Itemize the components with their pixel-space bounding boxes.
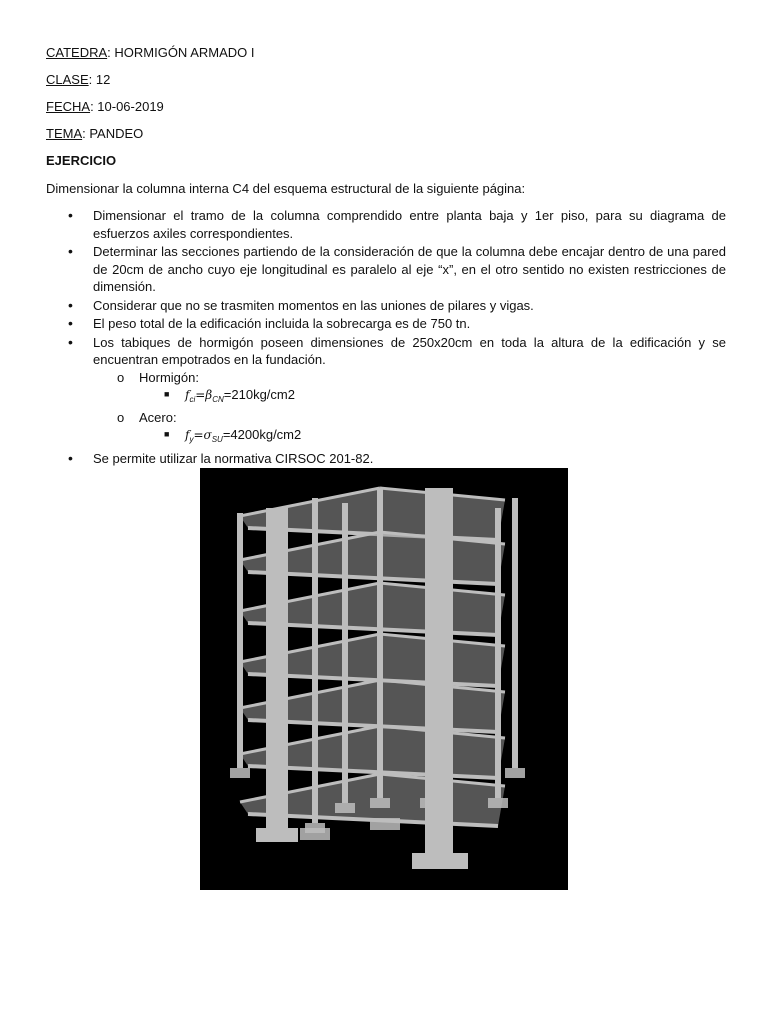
hormigon-subitem: [93, 369, 726, 387]
list-item-text: El peso total de la edificación incluida la sobrecarga es de 750 tn.: [93, 316, 471, 331]
building-frame-illustration: [200, 468, 568, 890]
tema-line: [46, 126, 143, 142]
bullet-icon: •: [68, 333, 73, 350]
concrete-wall: [425, 488, 453, 863]
column: [312, 498, 318, 823]
hormigon-formula-item: [93, 386, 726, 409]
hormigon-formula: $f_{ci}=\beta_{CN}=210kg/cm2$: [185, 387, 295, 404]
bullet-icon: •: [68, 296, 73, 313]
fecha-line: [46, 99, 164, 115]
square-bullet-icon: ■: [164, 389, 170, 399]
column: [495, 508, 501, 798]
list-item: [46, 207, 726, 242]
list-item-text: Considerar que no se trasmiten momentos en las uniones de pilares y vigas.: [93, 297, 534, 313]
catedra-line: [46, 45, 255, 61]
square-bullet-icon: ■: [164, 429, 170, 439]
acero-label: Acero:: [139, 409, 177, 425]
fecha-label: FECHA: [46, 99, 91, 114]
circle-bullet-icon: o: [117, 409, 125, 425]
tema-label: TEMA: [46, 126, 83, 141]
clase-label: CLASE: [46, 72, 89, 87]
bullet-icon: •: [68, 207, 73, 223]
footing: [370, 818, 400, 830]
ejercicio-heading: EJERCICIO: [46, 153, 117, 168]
column: [377, 488, 383, 798]
bullet-icon: •: [68, 315, 73, 331]
wall-footing: [412, 853, 468, 869]
list-item: [46, 297, 726, 315]
list-item-text: Dimensionar el tramo de la columna comprendido entre planta baja y 1er piso, para su diagrama de esfuerzos axiles correspondientes.: [93, 208, 726, 241]
catedra-value: : HORMIGÓN ARMADO I: [107, 45, 255, 60]
bullet-icon: •: [68, 243, 73, 259]
column: [512, 498, 518, 768]
list-item: [46, 243, 726, 296]
column: [342, 503, 348, 803]
bullet-icon: •: [68, 449, 73, 466]
footing: [335, 803, 355, 813]
list-item-text: Los tabiques de hormigón poseen dimensiones de 250x20cm en toda la altura de la edificación y se encuentran empotrados en la fundación.: [93, 334, 726, 367]
column: [237, 513, 243, 768]
hormigon-label: Hormigón:: [139, 369, 199, 385]
footing: [488, 798, 508, 808]
catedra-label: CATEDRA: [46, 45, 108, 60]
wall-footing: [256, 828, 298, 842]
intro-text: Dimensionar la columna interna C4 del esquema estructural de la siguiente página:: [46, 181, 526, 196]
structure-render-image: [200, 468, 568, 890]
clase-value: : 12: [88, 72, 111, 87]
list-item-text: Determinar las secciones partiendo de la consideración de que la columna debe encajar dentro de una pared de 20cm de ancho cuyo eje longitudinal es paralelo al eje “x”, en el otro sentido no existen restricciones de dimensión.: [93, 244, 726, 294]
requirements-list: [46, 207, 726, 468]
acero-subitem: [93, 409, 726, 427]
tema-value: : PANDEO: [82, 126, 144, 141]
list-item: [46, 450, 726, 468]
footing: [300, 828, 330, 840]
concrete-wall: [266, 508, 288, 838]
list-item: [46, 315, 726, 333]
list-item: [46, 334, 726, 449]
footing: [370, 798, 390, 808]
circle-bullet-icon: o: [117, 369, 125, 385]
fecha-value: : 10-06-2019: [90, 99, 164, 114]
acero-formula: $f_y=\sigma_{SU}=4200kg/cm2$: [185, 427, 302, 444]
list-item-text: Se permite utilizar la normativa CIRSOC 201-82.: [93, 450, 374, 466]
acero-formula-item: [93, 426, 726, 449]
footing: [505, 768, 525, 778]
clase-line: [46, 72, 110, 88]
footing: [230, 768, 250, 778]
